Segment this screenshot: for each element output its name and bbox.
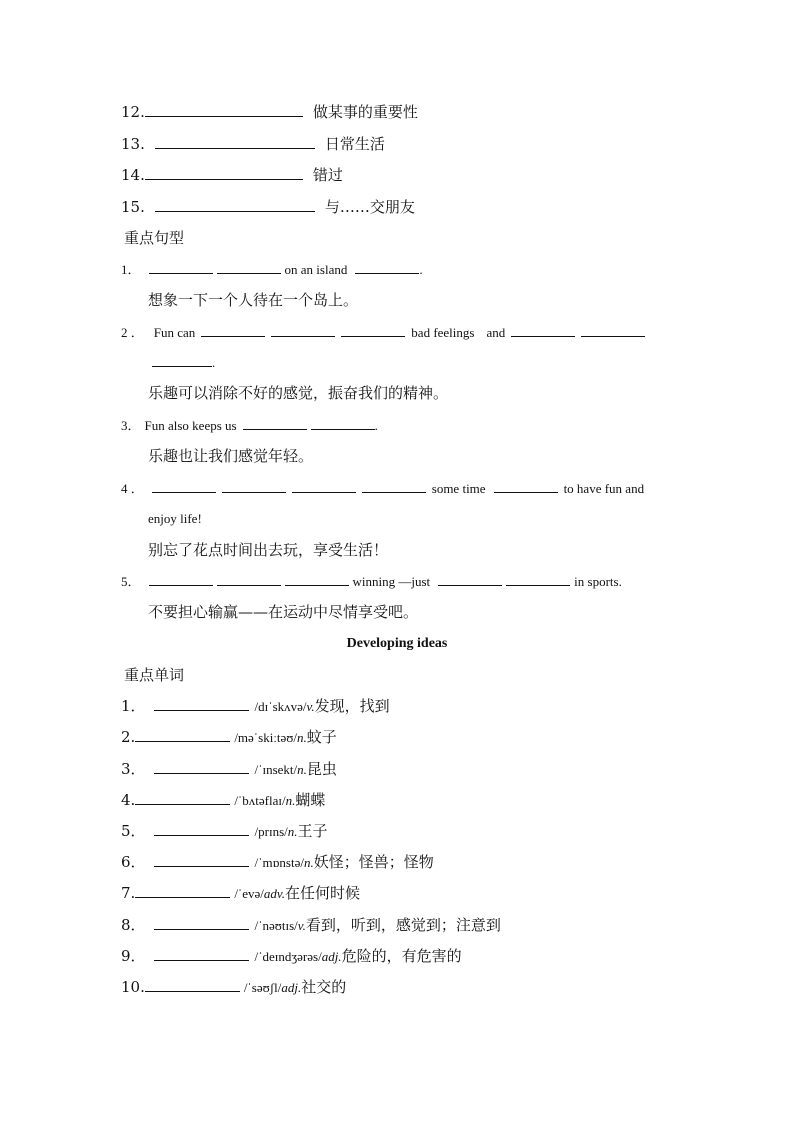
- word-item: [121, 977, 346, 998]
- answer-blank[interactable]: [362, 478, 426, 493]
- word-meaning: 看到，听到，感觉到；注意到: [305, 916, 501, 934]
- sentence-text: and: [486, 325, 506, 340]
- item-number: 2 ．: [121, 325, 144, 340]
- answer-blank[interactable]: [494, 478, 558, 493]
- part-of-speech: n.: [287, 824, 298, 839]
- answer-blank[interactable]: [217, 259, 281, 274]
- sentence-continuation: [152, 352, 215, 373]
- sentence-translation: 乐趣也让我们感觉年轻。: [148, 447, 314, 465]
- answer-blank[interactable]: [285, 571, 349, 586]
- item-number: 4 ．: [121, 481, 144, 496]
- sentence-item: [121, 571, 622, 592]
- word-item: [121, 696, 390, 717]
- sentence-text: some time: [431, 481, 486, 496]
- word-meaning: 昆虫: [306, 760, 337, 778]
- sentence-end: .: [212, 355, 216, 370]
- word-item: [121, 790, 325, 811]
- phrase-meaning: 日常生活: [324, 135, 385, 153]
- word-meaning: 蝴蝶: [295, 791, 326, 809]
- answer-blank[interactable]: [243, 415, 307, 430]
- word-item: [121, 852, 434, 873]
- answer-blank[interactable]: [145, 165, 303, 180]
- sentence-translation: 别忘了花点时间出去玩，享受生活！: [148, 541, 389, 559]
- phrase-item: [121, 165, 343, 185]
- answer-blank[interactable]: [341, 322, 405, 337]
- sentence-text: Fun can: [153, 325, 196, 340]
- sentence-translation: 乐趣可以消除不好的感觉，振奋我们的精神。: [148, 384, 449, 402]
- answer-blank[interactable]: [152, 478, 216, 493]
- answer-blank[interactable]: [271, 322, 335, 337]
- word-item: [121, 883, 360, 904]
- answer-blank[interactable]: [217, 571, 281, 586]
- answer-blank[interactable]: [506, 571, 570, 586]
- sentence-text: bad feelings: [411, 325, 475, 340]
- answer-blank[interactable]: [222, 478, 286, 493]
- sentence-item: [121, 259, 423, 280]
- item-number: 10.: [121, 978, 145, 996]
- word-item: [121, 759, 337, 780]
- phonetic: /məˈskiːtəʊ/: [234, 730, 298, 745]
- sentence-continuation: enjoy life!: [148, 511, 202, 526]
- sentence-end: .: [374, 418, 378, 433]
- word-item: [121, 915, 501, 936]
- sentence-text: on an island: [284, 262, 348, 277]
- word-meaning: 发现，找到: [314, 697, 390, 715]
- section-title: Developing ideas: [346, 636, 448, 651]
- word-meaning: 王子: [297, 822, 328, 840]
- sentence-translation: 不要担心输赢——在运动中尽情享受吧。: [148, 603, 419, 621]
- item-number: 2.: [121, 728, 136, 746]
- phrase-meaning: 与……交朋友: [324, 198, 415, 216]
- answer-blank[interactable]: [311, 415, 375, 430]
- answer-blank[interactable]: [154, 821, 249, 836]
- item-number: 3．: [121, 418, 141, 433]
- phonetic: /ˈdeɪndʒərəs/: [254, 949, 322, 964]
- word-meaning: 在任何时候: [284, 884, 360, 902]
- phonetic: /ˈmɒnstə/: [254, 855, 304, 870]
- word-meaning: 社交的: [301, 978, 347, 996]
- word-item: [121, 727, 337, 748]
- part-of-speech: v.: [297, 918, 306, 933]
- sentence-item: [121, 478, 644, 499]
- word-meaning: 危险的，有危害的: [341, 947, 462, 965]
- answer-blank[interactable]: [149, 571, 213, 586]
- phonetic: /ˈsəʊʃl/: [243, 980, 282, 995]
- phonetic: /prɪns/: [254, 824, 288, 839]
- item-number: 8．: [121, 916, 146, 934]
- item-number: 4.: [121, 791, 136, 809]
- phonetic: /ˈevə/: [234, 886, 264, 901]
- item-number: 5．: [121, 574, 141, 589]
- phrase-item: [121, 134, 385, 154]
- sentence-text: to have fun and: [563, 481, 645, 496]
- phrase-item: [121, 102, 418, 122]
- part-of-speech: n.: [303, 855, 314, 870]
- word-item: [121, 821, 328, 842]
- phrase-item: [121, 197, 415, 217]
- part-of-speech: n.: [297, 730, 307, 745]
- sentences-heading: 重点句型: [124, 229, 185, 247]
- sentence-text: Fun also keeps us: [144, 418, 237, 433]
- sentence-item: [121, 415, 378, 436]
- sentence-text: winning —just: [352, 574, 431, 589]
- word-item: [121, 946, 462, 967]
- words-heading: 重点单词: [124, 666, 185, 684]
- item-number: 5．: [121, 822, 146, 840]
- answer-blank[interactable]: [135, 883, 230, 898]
- answer-blank[interactable]: [152, 352, 212, 367]
- part-of-speech: v.: [306, 699, 315, 714]
- item-number: 6．: [121, 853, 146, 871]
- answer-blank[interactable]: [154, 696, 249, 711]
- answer-blank[interactable]: [292, 478, 356, 493]
- answer-blank[interactable]: [135, 727, 230, 742]
- answer-blank[interactable]: [145, 102, 303, 117]
- phrase-meaning: 做某事的重要性: [312, 103, 418, 121]
- sentence-item: [121, 322, 645, 343]
- answer-blank[interactable]: [438, 571, 502, 586]
- answer-blank[interactable]: [154, 915, 249, 930]
- part-of-speech: n.: [297, 762, 307, 777]
- item-number: 7.: [121, 884, 136, 902]
- word-meaning: 妖怪；怪兽；怪物: [313, 853, 434, 871]
- answer-blank[interactable]: [149, 259, 213, 274]
- answer-blank[interactable]: [201, 322, 265, 337]
- answer-blank[interactable]: [154, 946, 249, 961]
- sentence-text: in sports.: [574, 574, 622, 589]
- answer-blank[interactable]: [145, 977, 240, 992]
- phonetic: /dɪˈskʌvə/: [254, 699, 307, 714]
- item-number: 1．: [121, 262, 141, 277]
- phrase-meaning: 错过: [312, 166, 343, 184]
- part-of-speech: adj.: [321, 949, 342, 964]
- answer-blank[interactable]: [135, 790, 230, 805]
- part-of-speech: adv.: [263, 886, 285, 901]
- word-meaning: 蚊子: [306, 728, 337, 746]
- part-of-speech: n.: [285, 793, 296, 808]
- item-number: 12.: [121, 103, 145, 121]
- item-number: 14.: [121, 166, 145, 184]
- answer-blank[interactable]: [155, 197, 315, 212]
- item-number: 9．: [121, 947, 146, 965]
- item-number: 1．: [121, 697, 146, 715]
- phonetic: /ˈɪnsekt/: [254, 762, 298, 777]
- answer-blank[interactable]: [511, 322, 575, 337]
- answer-blank[interactable]: [581, 322, 645, 337]
- item-number: 13.: [121, 135, 145, 153]
- answer-blank[interactable]: [355, 259, 419, 274]
- sentence-translation: 想象一下一个人待在一个岛上。: [148, 291, 359, 309]
- phonetic: /ˈbʌtəflaɪ/: [234, 793, 286, 808]
- item-number: 3．: [121, 760, 146, 778]
- answer-blank[interactable]: [155, 134, 315, 149]
- phonetic: /ˈnəʊtɪs/: [254, 918, 298, 933]
- part-of-speech: adj.: [281, 980, 302, 995]
- item-number: 15.: [121, 198, 145, 216]
- answer-blank[interactable]: [154, 759, 249, 774]
- answer-blank[interactable]: [154, 852, 249, 867]
- sentence-end: .: [419, 262, 423, 277]
